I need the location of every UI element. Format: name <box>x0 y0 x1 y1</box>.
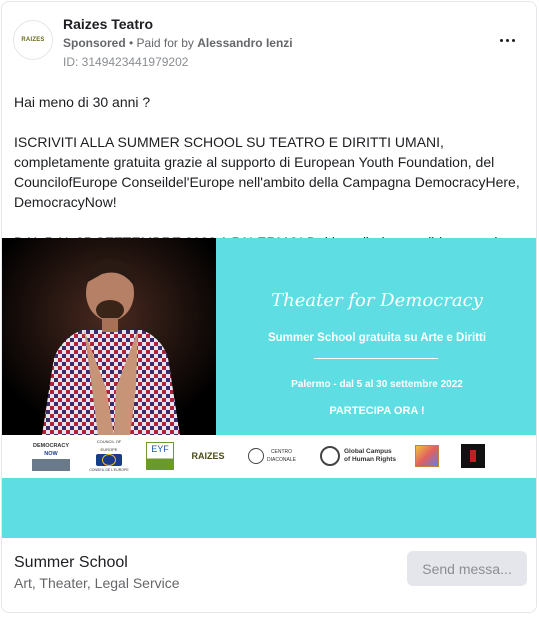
ad-creative-image[interactable] <box>2 238 537 538</box>
post-line-1: Hai meno di 30 anni ? <box>14 94 151 110</box>
ad-card <box>1 1 537 613</box>
avatar-logo-text: RAIZES <box>21 37 45 43</box>
creative-text-panel <box>216 238 537 435</box>
centro-diaconale-logo: CENTRO DIACONALE <box>246 441 298 471</box>
sponsored-line <box>63 36 293 50</box>
creative-subtitle: Summer School gratuita su Arte e Diritti <box>267 332 487 344</box>
post-header <box>2 2 536 78</box>
post-text <box>14 92 526 252</box>
post-paragraph-2: ISCRIVITI ALLA SUMMER SCHOOL SU TEATRO E DIRITTI UMANI, completamente gratuita grazie al supporto di European Youth Foundation, del CouncilofEurope Conseildel'Europe nell'ambito della Campagna DemocracyHere, DemocracyNow! <box>14 134 520 210</box>
ad-footer <box>2 538 536 613</box>
sponsor-logo-strip <box>2 435 537 478</box>
sponsored-label: Sponsored <box>63 36 126 50</box>
eyf-logo: EYF <box>145 441 175 471</box>
page-name[interactable]: Raizes Teatro <box>63 16 153 32</box>
council-of-europe-logo: COUNCIL OF EUROPE CONSEIL DE L'EUROPE <box>89 439 129 472</box>
democracy-now-logo: DEMOCRACY NOW <box>30 441 72 471</box>
send-message-button[interactable]: Send messa... <box>407 551 527 586</box>
creative-title: Theater for Democracy <box>271 290 483 311</box>
dot-icon <box>512 39 515 42</box>
ad-id: ID: 3149423441979202 <box>63 55 189 69</box>
creative-divider <box>314 358 438 359</box>
global-campus-logo: Global Campus of Human Rights <box>313 441 403 471</box>
paid-for-prefix: • Paid for by <box>125 36 198 50</box>
footer-title[interactable]: Summer School <box>14 554 128 571</box>
raizes-logo: RAIZES <box>191 451 225 461</box>
more-options-button[interactable] <box>496 32 518 48</box>
paid-for-name: Alessandro Ienzi <box>197 36 293 50</box>
creative-cta: PARTECIPA ORA ! <box>329 405 425 417</box>
footer-category: Art, Theater, Legal Service <box>14 575 180 591</box>
creative-place-date: Palermo - dal 5 al 30 settembre 2022 <box>291 379 463 390</box>
dot-icon <box>506 39 509 42</box>
dot-icon <box>500 39 503 42</box>
performer-photo <box>2 238 216 435</box>
partner-logo-dark <box>460 441 486 471</box>
partner-logo-color <box>414 441 440 471</box>
page-avatar[interactable] <box>13 20 53 60</box>
